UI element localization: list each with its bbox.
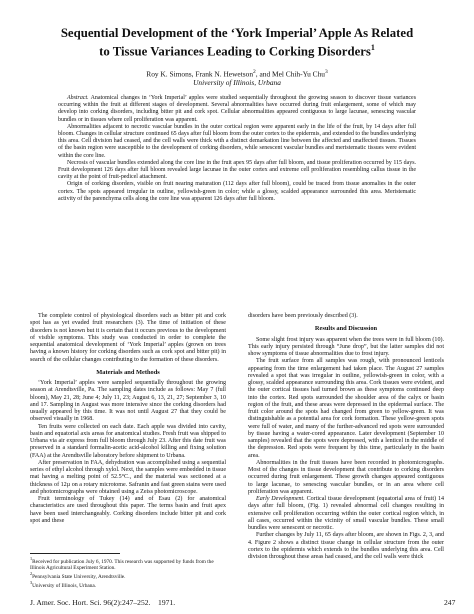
abstract-paragraph: Necrosis of vascular bundles extended along the core line in the fruit apex 95 days after full bloom, and tissue proliferation occurred by 115 days. Fruit development 126 days after full bloom revealed large lacunae in the outer cortex and extreme cell proliferation resembling callus tissue in the cavity at the point of fruit-pedicel attachment.: [58, 159, 416, 181]
methods-paragraph: Ten fruits were collected on each date. Each apple was divided into cavity, basin and equatorial axis areas for anatomical studies. Fresh fruit was shipped to Urbana via air express from full bloom through July 23. After this date fruit was preserved in a standard formalin-acetic acid-alcohol killing and fixing solution (FAA) at the Arendtsville laboratory before shipment to Urbana.: [30, 423, 226, 459]
abstract: [58, 95, 416, 203]
left-column: [30, 313, 226, 525]
abstract-paragraph: Abnormalities adjacent to necrotic vascular bundles in the outer cortical region were apparent early in the life of the fruit, by 14 days after full bloom. Changes in cellular structure continued 65 days after full bloom from the outer cortex to the epidermis, and extended to the bundles underlying this area. Cell division had ceased, and the cell walls were thick with a distinct demarkation line between the affected and unaffected tissues. Tissues of the basin region were susceptible to the development of corking disorders, while senescent vascular bundles and meristematic tissues were evident within the core line.: [58, 123, 416, 159]
continued-paragraph: disorders have been previously described (3).: [248, 313, 358, 319]
page-number: 247: [444, 598, 456, 607]
methods-heading: Materials and Methods: [96, 368, 160, 376]
abstract-paragraph: Origin of corking disorders, visible on fruit nearing maturation (112 days after full bloom), could be traced from tissue anomalies in the outer cortex. The spots appeared irregular in outline, yellowish-green in color; while a glossy, scalded appearance surrounded this area. Meristematic activity of the parenchyma cells along the core line was apparent 126 days after full bloom.: [58, 181, 416, 202]
abstract-lead: Abstract.: [67, 95, 89, 101]
footnote-2: $^2$Pennsylvania State University, Arendtsville.: [30, 571, 126, 580]
subsection-lead: Early Development.: [256, 496, 305, 502]
footnotes: [30, 556, 226, 589]
abstract-paragraph: Abstract. Anatomical changes in ‘York Imperial’ apples were studied sequentially throughout the growing season to discover tissue variances occurring within the fruit at different stages of development. Several abnormalities have occurred during fruit enlargement, some of which may develop into corking disorders, including bitter pit and cork spot. Cellular abnormalities appeared contiguous to large lacunae, senescing vascular bundles or in tissues where cell proliferation was apparent.: [58, 95, 417, 123]
author-list: Roy K. Simons, Frank N. Hewetson$^2$, and Mel Chih-Yu Chu$^3$: [146, 69, 328, 79]
footnote-3: $^3$University of Illinois, Urbana.: [30, 580, 97, 589]
journal-citation: J. Amer. Soc. Hort. Sci. 96(2):247–252. 1971.: [30, 598, 176, 607]
methods-paragraph: ‘York Imperial’ apples were sampled sequentially throughout the growing season at Arendtsville, Pa. The sampling dates include as follows: May 7 (full bloom), May 21, 28; June 4; July 11, 23; August 6, 13, 21, 27; September 3, 10 and 17. Sampling in August was more intensive since the corking disorders had usually appeared by this time. It was not until August 27 that they could be observed visually in 1968.: [30, 380, 226, 423]
affiliation: University of Illinois, Urbana: [193, 78, 281, 87]
results-paragraph: Further changes by July 11, 65 days after bloom, are shown in Figs. 2, 3, and 4. Figure 2 shows a distinct tissue change in cellular structure from the outer cortex to the epidermis which extends to the bundles underlying this area. Cell division throughout these areas had ceased, and the cell walls were thick: [248, 532, 444, 560]
footnote-1: $^1$Received for publication July 6, 1970. This research was supported by funds from the Illinois Agricultural Experiment Station.: [30, 556, 214, 571]
right-column: [248, 313, 444, 561]
results-paragraph: Some slight frost injury was apparent when the trees were in full bloom (10). This early injury persisted through “June drop”, but the latter samples did not show symptoms of tissue abnormalities due to frost injury.: [248, 336, 444, 357]
title-line-2: to Tissue Variances Leading to Corking Disorders$^1$: [99, 42, 375, 58]
results-paragraph: Early Development. Cortical tissue development (equatorial area of fruit) 14 days after full bloom, (Fig. 1) revealed abnormal cell changes resulting in extensive cell proliferation occurring within the outer cortical region which, in all cases, occurred within the vicinity of small vascular bundles. These small bundles were senescent or necrotic.: [248, 496, 445, 531]
title-line-1: Sequential Development of the ‘York Imperial’ Apple As Related: [60, 26, 414, 40]
title-footnote-mark: 1: [370, 42, 375, 52]
intro-paragraph: The complete control of physiological disorders such as bitter pit and cork spot has as yet evaded fruit researchers (3). The time of initiation of these disorders is not known but it is certain that it occurs previous to the development of visible symptoms. This study was conducted in order to complete the sequential anatomical development of ‘York Imperial’ apples (grown on trees having a known history for corking disorders such as cork spot and bitter pit) in search of the cellular changes contributing to the formation of these disorders.: [30, 313, 226, 363]
results-paragraph: The fruit surface from all samples was rough, with pronounced lenticels appearing from the time enlargement had taken place. The August 27 samples revealed a spot that was irregular in outline, yellowish-green in color, with a glossy, scalded appearance surrounding this area. Cork tissues were evident, and the outer cortical tissues had turned brown as these symptoms continued deep into the cortex. Red spots surrounded the shoulder area of the calyx or basin region of the fruit, and these areas were depressed in the epidermal surface. The fruit color around the spots had changed from green to yellow-green. It was distinguishable as a potential area for cork formation. These yellow-green spots were full of water, and many of the further-advanced red spots were surrounded by tissue having a water-cored appearance. Later development (September 10 samples) revealed that the spots were depressed, with a lenticel in the middle of the depression. Red spots were frequent by this time, particularly in the basin area.: [248, 358, 444, 459]
methods-paragraph: After preservation in FAA, dehydration was accomplished using a sequential series of ethyl alcohol through xylol. Next, the samples were embedded in tissue mat having a melting point of 52.5°C., and the material was sectioned at a thickness of 12µ on a rotary microtome. Safranin and fast green stains were used and photomicrographs were obtained using a Zeiss photomicroscope.: [30, 459, 226, 495]
footnote-divider: [30, 553, 120, 554]
results-paragraph: Abnormalities in the fruit tissues have been recorded in photomicrographs. Most of the changes in tissue development that contribute to corking disorders occurred during fruit enlargement. These growth changes appeared contiguous to large lacunae, to senescing vascular bundles, or in an area where cell proliferation was apparent.: [248, 459, 444, 495]
results-heading: Results and Discussion: [314, 325, 378, 333]
methods-paragraph: Fruit terminology of Tukey (14) and of Esau (2) for anatomical characteristics are used throughout this paper. The terms basin and fruit apex have been used interchangeably. Corking disorders include bitter pit and cork spot and these: [30, 496, 226, 524]
paper-title: [20, 26, 454, 58]
